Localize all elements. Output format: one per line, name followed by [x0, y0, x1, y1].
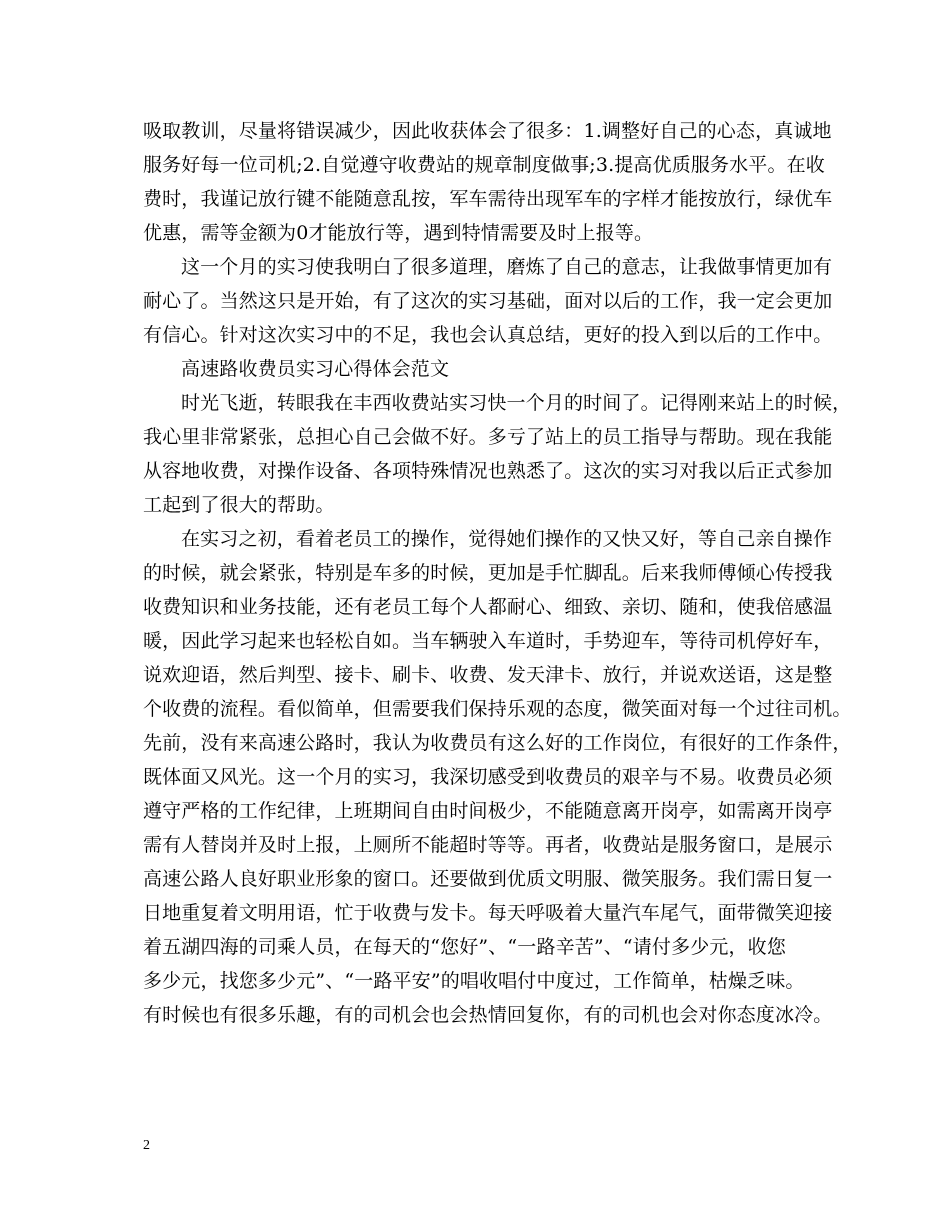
text-line: 吸取教训，尽量将错误减少，因此收获体会了很多：1.调整好自己的心态，真诚地 [143, 120, 832, 142]
text-line: 耐心了。当然这只是开始，有了这次的实习基础，面对以后的工作，我一定会更加 [143, 290, 833, 312]
text-line: 说欢迎语，然后判型、接卡、刷卡、收费、发天津卡、放行，并说欢送语，这是整 [143, 664, 833, 686]
text-line: 有时候也有很多乐趣，有的司机会也会热情回复你，有的司机也会对你态度冰冷。 [143, 1004, 833, 1026]
text-line: 有信心。针对这次实习中的不足，我也会认真总结，更好的投入到以后的工作中。 [143, 324, 833, 346]
text-line: 着五湖四海的司乘人员，在每天的“您好”、“一路辛苦”、“请付多少元，收您 [143, 936, 786, 958]
text-line: 从容地收费，对操作设备、各项特殊情况也熟悉了。这次的实习对我以后正式参加 [143, 460, 833, 482]
text-line: 暖，因此学习起来也轻松自如。当车辆驶入车道时，手势迎车，等待司机停好车， [143, 630, 833, 652]
text-line: 我心里非常紧张，总担心自己会做不好。多亏了站上的员工指导与帮助。现在我能 [143, 426, 833, 448]
section-heading: 高速路收费员实习心得体会范文 [181, 358, 450, 380]
text-line: 服务好每一位司机;2.自觉遵守收费站的规章制度做事;3.提高优质服务水平。在收 [143, 154, 825, 176]
text-line: 先前，没有来高速公路时，我认为收费员有这么好的工作岗位，有很好的工作条件， [143, 732, 852, 754]
text-line: 收费知识和业务技能，还有老员工每个人都耐心、细致、亲切、随和，使我倍感温 [143, 596, 833, 618]
text-line: 个收费的流程。看似简单，但需要我们保持乐观的态度，微笑面对每一个过往司机。 [143, 698, 852, 720]
text-line: 既体面又风光。这一个月的实习，我深切感受到收费员的艰辛与不易。收费员必须 [143, 766, 833, 788]
document-body [143, 114, 852, 1032]
page-number: 2 [143, 1138, 150, 1153]
paragraph-start: 时光飞逝，转眼我在丰西收费站实习快一个月的时间了。记得刚来站上的时候， [181, 392, 852, 414]
text-line: 工起到了很大的帮助。 [143, 494, 335, 516]
paragraph-start: 这一个月的实习使我明白了很多道理，磨炼了自己的意志，让我做事情更加有 [181, 256, 833, 278]
paragraph-start: 在实习之初，看着老员工的操作，觉得她们操作的又快又好，等自己亲自操作 [181, 528, 833, 550]
text-line: 日地重复着文明用语，忙于收费与发卡。每天呼吸着大量汽车尾气，面带微笑迎接 [143, 902, 833, 924]
text-line: 需有人替岗并及时上报，上厕所不能超时等等。再者，收费站是服务窗口，是展示 [143, 834, 833, 856]
text-line: 费时，我谨记放行键不能随意乱按，军车需待出现军车的字样才能按放行，绿优车 [143, 188, 833, 210]
text-line: 优惠，需等金额为0才能放行等，遇到特情需要及时上报等。 [143, 222, 654, 244]
text-line: 遵守严格的工作纪律，上班期间自由时间极少，不能随意离开岗亭，如需离开岗亭 [143, 800, 833, 822]
text-line: 多少元，找您多少元”、“一路平安”的唱收唱付中度过，工作简单，枯燥乏味。 [143, 970, 805, 992]
text-line: 的时候，就会紧张，特别是车多的时候，更加是手忙脚乱。后来我师傅倾心传授我 [143, 562, 833, 584]
text-line: 高速公路人良好职业形象的窗口。还要做到优质文明服、微笑服务。我们需日复一 [143, 868, 833, 890]
